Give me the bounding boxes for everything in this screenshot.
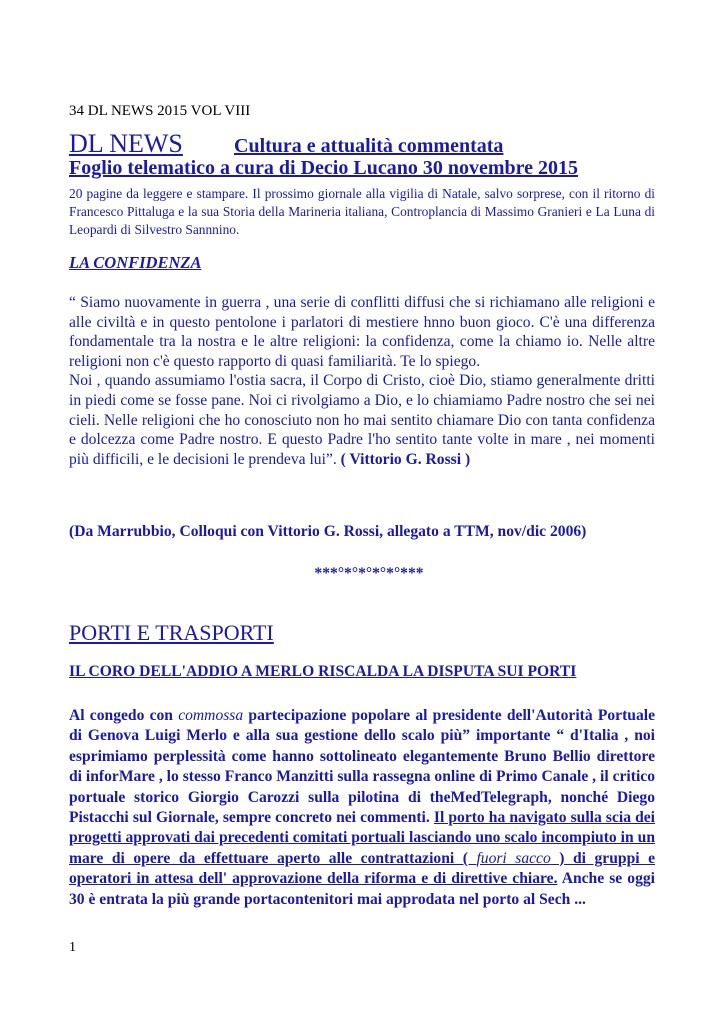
- article-part-1: Al congedo con: [69, 707, 179, 724]
- article-part-6-underlined: ) di gruppi e operatori in attesa dell' approvazione della riforma e di direttive chiare.: [69, 849, 656, 888]
- section-heading-confidenza: LA CONFIDENZA: [69, 253, 202, 272]
- page-number: 1: [69, 940, 76, 955]
- quote-block: [69, 293, 655, 469]
- quote-attribution: ( Vittorio G. Rossi ): [336, 450, 471, 468]
- section-heading-porti: PORTI E TRASPORTI: [69, 620, 274, 645]
- article-part-2-italic: commossa: [178, 707, 244, 724]
- article-part-3: partecipazione popolare al presidente dell'Autorità Portuale di Genova Luigi Merlo e alla sua gestione dello scalo più” importante “ d'Italia , noi esprimiamo perplessità come hanno sottolineato elegantemente Bruno Bellio direttore di inforMare , lo stesso Franco Manzitti sulla rassegna online di Primo Canale , il critico portuale storico Giorgio Carozzi sulla pilotina di theMedTelegraph, nonché Diego Pistacchi sul Giornale, sempre concreto nei commenti.: [69, 707, 656, 827]
- quote-paragraph-2: [69, 371, 655, 469]
- quote-source: (Da Marrubbio, Colloqui con Vittorio G. Rossi, allegato a TTM, nov/dic 2006): [69, 523, 587, 540]
- article-part-4-underlined: Il porto ha navigato sulla scia dei progetti approvati dai precedenti comitati portuali lasciando uno scalo incompiuto in un mare di opere da effettuare aperto alle contrattazioni (: [69, 809, 655, 867]
- masthead-title: DL NEWS: [69, 129, 183, 158]
- masthead: [69, 129, 503, 159]
- article-part-5-underlined-italic: fuori sacco: [476, 849, 551, 867]
- quote-paragraph-2-text: Noi , quando assumiamo l'ostia sacra, il Corpo di Cristo, cioè Dio, stiamo generalmente dritti in piedi come se fosse pane. Noi ci rivolgiamo a Dio, e lo chiamiamo Padre nostro che sei nei cieli. Nelle religioni che ho conosciuto non ho mai sentito chiamare Dio con tanta confidenza e dolcezza come Padre nostro. E questo Padre l'ho sentito tante volte in mare , nei momenti più difficili, e le decisioni le prendeva lui”.: [69, 372, 655, 468]
- quote-paragraph-1: “ Siamo nuovamente in guerra , una serie di conflitti diffusi che si richiamano alle religioni e alle civiltà e in questo pentolone i parlatori di mestiere hnno buon gioco. C'è una differenza fondamentale tra la nostra e le altre religioni: la confidenza, come la chiamo io. Nelle altre religioni non c'è questo rapporto di quasi familiarità. Te lo spiego.: [69, 294, 655, 370]
- article-body: [69, 706, 655, 910]
- masthead-subtitle: Cultura e attualità commentata: [234, 135, 504, 157]
- article-part-7: Anche se oggi 30 è entrata la più grande portacontenitori mai approdata nel porto al Sech ...: [69, 870, 655, 908]
- section-separator: ***°*°*°*°*°***: [314, 565, 424, 582]
- edition-line: Foglio telematico a cura di Decio Lucano 30 novembre 2015: [69, 157, 579, 179]
- issue-line: 34 DL NEWS 2015 VOL VIII: [69, 103, 251, 119]
- article-headline: IL CORO DELL'ADDIO A MERLO RISCALDA LA DISPUTA SUI PORTI: [69, 663, 577, 680]
- intro-paragraph: 20 pagine da leggere e stampare. Il prossimo giornale alla vigilia di Natale, salvo sorprese, con il ritorno di Francesco Pittaluga e la sua Storia della Marineria italiana, Controplancia di Massimo Granieri e La Luna di Leopardi di Silvestro Sannnino.: [69, 186, 655, 237]
